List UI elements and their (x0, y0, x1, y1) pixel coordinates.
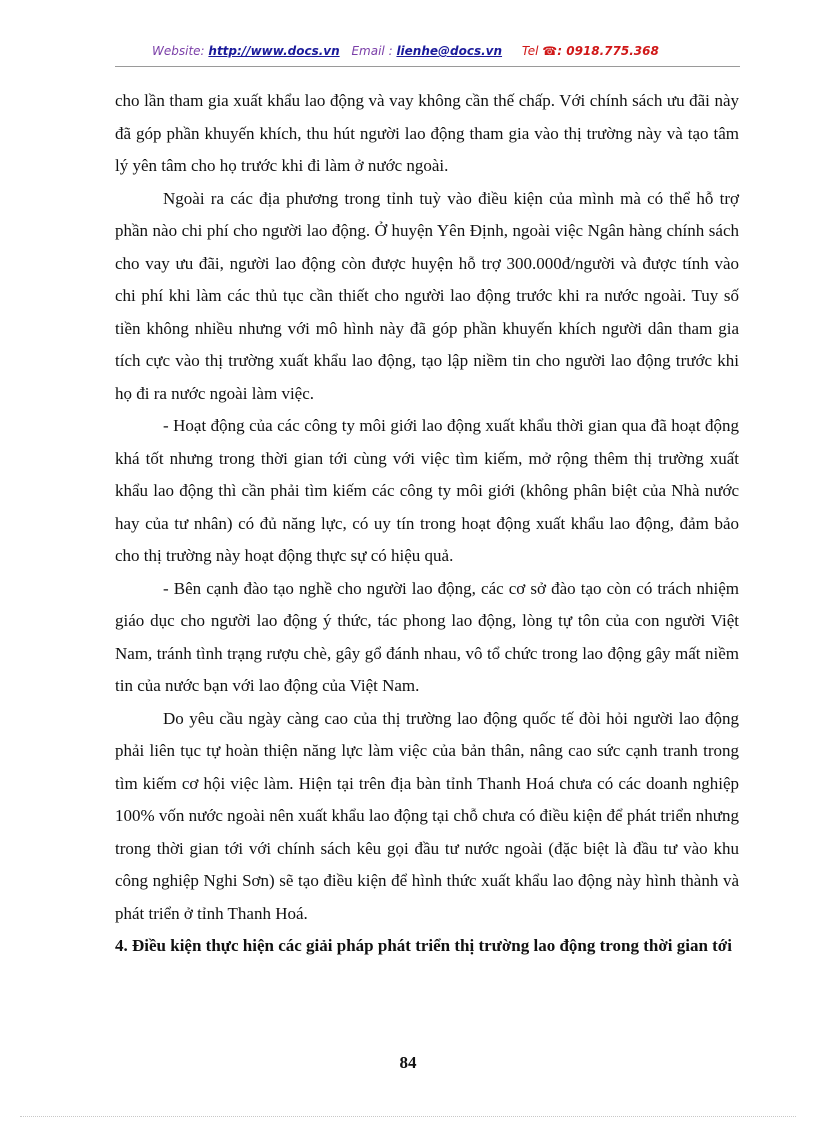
tel-colon: : (557, 44, 567, 58)
section-heading: 4. Điều kiện thực hiện các giải pháp phát triển thị trường lao động trong thời gian tới (115, 936, 732, 955)
header-divider (115, 66, 740, 67)
website-label: Website (152, 44, 201, 58)
email-link[interactable]: lienhe@docs.vn (396, 44, 503, 58)
email-colon: : (384, 44, 397, 58)
page-bottom-divider (20, 1116, 796, 1117)
phone-icon: ☎ (542, 44, 558, 58)
email-label: Email (351, 44, 385, 58)
website-link[interactable]: http://www.docs.vn (208, 44, 340, 58)
tel-label: Tel (521, 44, 539, 58)
page-header (152, 44, 742, 66)
paragraph-3: - Hoạt động của các công ty môi giới lao động xuất khẩu thời gian qua đã hoạt động khá tốt nhưng trong thời gian tới cùng với việc tìm kiếm, mở rộng thêm thị trường xuất khẩu lao động thì cần phải tìm kiếm các công ty môi giới (không phân biệt của Nhà nước hay của tư nhân) có đủ năng lực, có uy tín trong hoạt động xuất khẩu lao động, đảm bảo cho thị trường này hoạt động thực sự có hiệu quả. (115, 416, 739, 565)
paragraph-5: Do yêu cầu ngày càng cao của thị trường lao động quốc tế đòi hỏi người lao động phải liên tục tự hoàn thiện năng lực làm việc của bản thân, nâng cao sức cạnh tranh trong tìm kiếm cơ hội việc làm. Hiện tại trên địa bàn tỉnh Thanh Hoá chưa có các doanh nghiệp 100% vốn nước ngoài nên xuất khẩu lao động tại chỗ chưa có điều kiện để phát triển nhưng trong thời gian tới với chính sách kêu gọi đầu tư nước ngoài (đặc biệt là đầu tư vào khu công nghiệp Nghi Sơn) sẽ tạo điều kiện để hình thức xuất khẩu lao động này hình thành và phát triển ở tỉnh Thanh Hoá. (115, 708, 739, 923)
paragraph-1: cho lần tham gia xuất khẩu lao động và vay không cần thế chấp. Với chính sách ưu đãi này đã góp phần khuyến khích, thu hút người lao động tham gia vào thị trường này và tạo tâm lý yên tâm cho họ trước khi đi làm ở nước ngoài. (115, 91, 739, 175)
website-colon: : (200, 44, 209, 58)
page-number: 84 (399, 1053, 417, 1072)
paragraph-4: - Bên cạnh đào tạo nghề cho người lao động, các cơ sở đào tạo còn có trách nhiệm giáo dục cho người lao động ý thức, tác phong lao động, lòng tự tôn của con người Việt Nam, tránh tình trạng rượu chè, gây gổ đánh nhau, vô tổ chức trong lao động gây mất niềm tin của nước bạn với lao động của Việt Nam. (115, 578, 739, 695)
tel-value: 0918.775.368 (566, 44, 659, 58)
document-body (115, 85, 739, 963)
paragraph-2: Ngoài ra các địa phương trong tỉnh tuỳ vào điều kiện của mình mà có thể hỗ trợ phần nào chi phí cho người lao động. Ở huyện Yên Định, ngoài việc Ngân hàng chính sách cho vay ưu đãi, người lao động còn được huyện hỗ trợ 300.000đ/người và được tính vào chi phí khi làm các thủ tục cần thiết cho người lao động trước khi ra nước ngoài. Tuy số tiền không nhiều nhưng với mô hình này đã góp phần khuyến khích người dân tham gia tích cực vào thị trường xuất khẩu lao động, tạo lập niềm tin cho người lao động trước khi họ đi ra nước ngoài làm việc. (115, 188, 739, 403)
